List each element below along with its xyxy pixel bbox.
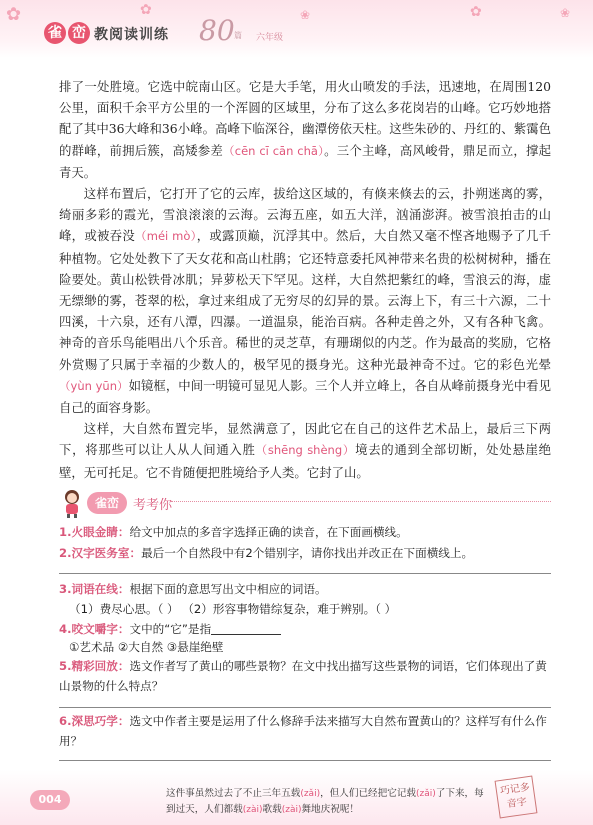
pinyin-note: (zài): [281, 805, 302, 815]
book-number: 80: [199, 14, 235, 47]
question-title: 精彩回放：: [71, 659, 130, 673]
brand-logo-char: 雀: [44, 22, 66, 44]
pinyin-note: (zǎi): [300, 789, 321, 799]
grade-label: 六年级: [256, 33, 284, 43]
question-number: 2.: [59, 546, 72, 560]
question-title: 火眼金睛：: [71, 525, 130, 539]
pinyin-option[interactable]: （yùn yūn）: [59, 378, 129, 393]
passage-text: 境去的通到全部切断，处处悬崖绝壁，无可托足。它不肯随便把胜境给予人类。它封了山。: [59, 442, 552, 480]
page-number: 004: [30, 790, 70, 810]
book-unit: 篇: [234, 31, 242, 40]
question-title: 词语在线：: [71, 582, 130, 596]
question-number: 6.: [59, 714, 72, 728]
page-footer: [0, 770, 593, 825]
question-text: 最后一个自然段中有2个错别字，请你找出并改正在下面横线上。: [141, 546, 474, 560]
question-title: 深思巧学：: [71, 714, 130, 728]
question-number: 5.: [59, 659, 72, 673]
flower-icon: ✿: [470, 4, 482, 20]
question-4-options[interactable]: [59, 637, 551, 657]
quiz-badge: 雀峦: [87, 492, 127, 514]
question-3: [59, 579, 551, 599]
passage-text: 如镜框，中间一明镜可显见人影。三个人并立峰上，各自从峰前摄身光中看见自己的面容身影。: [59, 377, 551, 416]
footer-text: 舞地庆祝呢！: [301, 804, 360, 815]
question-number: 4.: [59, 622, 72, 636]
quiz-label: 考考你: [133, 498, 173, 513]
footer-text: 歌载: [262, 804, 282, 815]
answer-line[interactable]: [59, 760, 551, 761]
passage-paragraph: [59, 76, 551, 183]
question-number: 3.: [59, 582, 72, 596]
question-text: 选文作者写了黄山的哪些景物？在文中找出描写这些景物的词语，它们体现出了黄山景物的什么特点？: [59, 659, 547, 693]
question-text: 选文中作者主要是运用了什么修辞手法来描写大自然布置黄山的？这样写有什么作用？: [59, 714, 547, 748]
footer-text: 了下来，每到过天，人们都载: [166, 788, 484, 815]
pinyin-option[interactable]: （méi mò）: [134, 229, 197, 244]
question-6: [59, 711, 551, 751]
passage-text: 这样，大自然布置完毕，显然满意了，因此它在自己的这件艺术品上，最后三下两下，将那些可以让人从人间通入胜: [59, 421, 551, 458]
question-text: 文中的“它”是指: [129, 622, 212, 636]
pinyin-option[interactable]: （cēn cī cān chā）: [223, 143, 325, 158]
brand-logo-char: 峦: [68, 22, 90, 44]
pinyin-option[interactable]: （shēng shèng）: [255, 443, 356, 458]
passage-paragraph: [59, 183, 551, 418]
answer-blank[interactable]: [211, 622, 281, 635]
question-options: ①艺术品 ②大自然 ③悬崖绝壁: [69, 640, 224, 654]
question-text: （1）费尽心思。（ ） （2）形容事物错综复杂，难于辨别。（ ）: [69, 602, 397, 616]
quiz-section-header: [59, 488, 359, 518]
passage-text: 。三个主峰，高风峻骨，鼎足而立，撑起青天。: [59, 142, 552, 180]
girl-mascot-icon: [59, 488, 85, 518]
reading-passage: [59, 76, 551, 483]
divider: [171, 501, 551, 502]
question-title: 汉字医务室：: [71, 546, 142, 560]
question-2: [59, 543, 551, 563]
answer-line[interactable]: [59, 573, 551, 574]
question-text: 给文中加点的多音字选择正确的读音，在下面画横线。: [129, 525, 408, 539]
passage-text: 这样布置后，它打开了它的云库，拔给这区域的，有倏来倏去的云，扑朔迷离的雾，绮丽多彩的霞光，雪浪滚滚的云海。云海五座，如五大洋，汹涌澎湃。被雪浪拍击的山峰，或被吞没: [59, 186, 551, 244]
question-3-items[interactable]: [59, 599, 551, 619]
question-number: 1.: [59, 525, 72, 539]
flower-icon: ❀: [300, 8, 311, 22]
flower-icon: ✿: [140, 2, 152, 18]
page-header: [0, 0, 593, 60]
footer-stamp: 巧记多音字: [495, 776, 538, 819]
footer-text: ，但人们已经把它记载: [320, 788, 417, 799]
flower-icon: ✿: [6, 4, 22, 25]
passage-text: ，或露顶巅，沉浮其中。然后，大自然又毫不悭吝地赐予了几千种植物。它处处教下了天女花和高山杜鹃；它还特意委托风神带来名贵的松树树种，播在险要处。黄山松铁骨冰肌；异萝松天下罕见。这样，大自然把紫红的峰，雪浪云的海，虚无缥缈的雾，苍翠的松，拿过来组成了无穷尽的幻异的景。云海上下，有三十六源，二十四溪，十六泉，还有八潭，四瀑。一道温泉，能治百病。各种走兽之外，又有各种飞禽。神奇的音乐鸟能唱出八个乐音。稀世的灵芝草，有珊瑚似的内芝。作为最高的奖励，它格外赏赐了只属于幸福的少数人的，极罕见的摄身光。这种光最神奇不过。它的彩色光晕: [59, 228, 552, 372]
footer-text: 这件事虽然过去了不止三年五载: [166, 788, 301, 799]
passage-paragraph: [59, 418, 551, 483]
answer-line[interactable]: [59, 707, 551, 708]
flower-icon: ❀: [560, 6, 571, 20]
book-title: 教阅读训练: [94, 27, 169, 43]
question-4: [59, 619, 551, 639]
footer-tip: [166, 786, 486, 818]
question-1: [59, 522, 551, 542]
question-5: [59, 656, 551, 696]
question-title: 咬文嚼字：: [71, 622, 130, 636]
pinyin-note: (zǎi): [416, 789, 436, 799]
pinyin-note: (zài): [242, 805, 263, 815]
question-text: 根据下面的意思写出文中相应的词语。: [129, 582, 327, 596]
passage-text: 排了一处胜境。它选中皖南山区。它是大手笔，用火山喷发的手法，迅速地，在周围120公里，面积千余平方公里的一个浑圆的区域里，分布了这么多花岗岩的山峰。它巧妙地搭配了其中36大峰和36小峰。高峰下临深谷，幽潭傍依天柱。这些朱砂的、丹红的、紫霭色的群峰，前拥后簇，高矮参差: [59, 79, 551, 158]
